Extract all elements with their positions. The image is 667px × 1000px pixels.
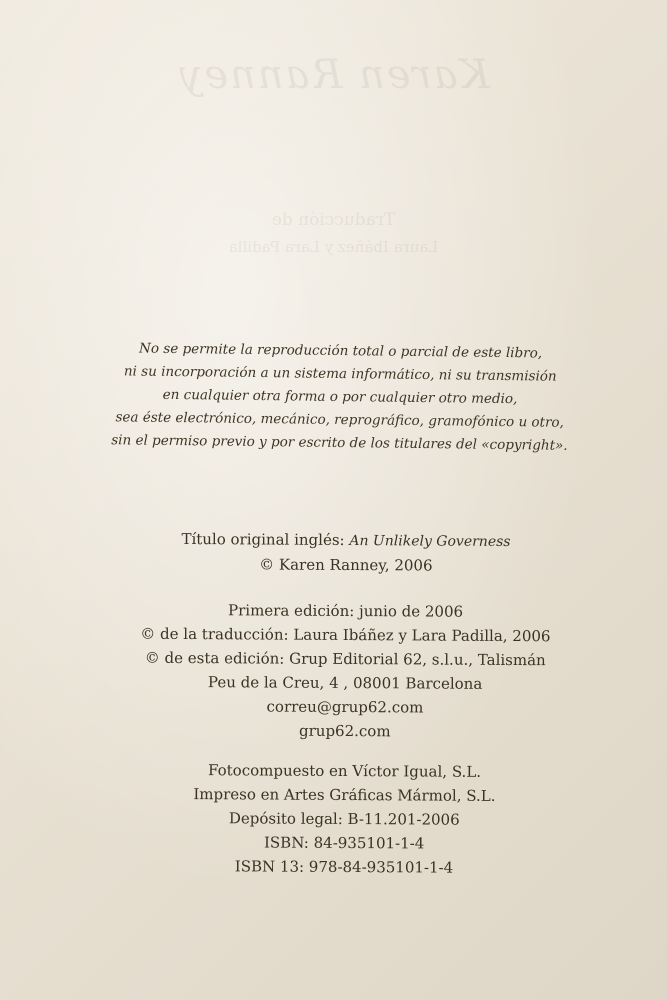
isbn: ISBN: 84-935101-1-4 [263,833,425,853]
original-title-line [61,526,631,554]
original-title: An Unlikely Governess [349,533,511,551]
isbn13: ISBN 13: 978-84-935101-1-4 [234,857,454,877]
bleed-through-translation-line: Traducción de [271,210,396,230]
copyright-notice [89,337,590,458]
original-title-label: Título original inglés: [181,529,345,549]
printing-credit: Impreso en Artes Gráficas Mármol, S.L. [193,785,496,805]
copyright-notice-line: sin el permiso previo y por escrito de los titulares del «copyright». [111,432,568,454]
bleed-through-translators-line: Laura Ibáñez y Lara Padilla [228,238,439,256]
author-copyright: © Karen Ranney, 2006 [259,555,433,575]
copyright-notice-line: ni su incorporación a un sistema informático, ni su transmisión [123,363,557,385]
typesetting-credit: Fotocompuesto en Víctor Igual, S.L. [208,761,482,781]
publisher-email: correu@grup62.com [266,697,424,717]
bleed-through-author: Karen Ranney [177,52,490,98]
credits-block [59,526,631,880]
publisher-website: grup62.com [298,721,391,741]
edition-copyright: © de esta edición: Grup Editorial 62, s.l.u., Talismán [144,648,546,670]
translation-copyright: © de la traducción: Laura Ibáñez y Lara Padilla, 2006 [140,624,551,646]
copyright-notice-line: en cualquier otra forma o por cualquier otro medio, [162,386,518,408]
legal-deposit: Depósito legal: B-11.201-2006 [228,809,460,829]
copyright-notice-line: sea éste electrónico, mecánico, reprográfico, gramofónico u otro, [115,409,565,431]
publisher-address: Peu de la Creu, 4 , 08001 Barcelona [207,673,483,693]
copyright-notice-line: No se permite la reproducción total o parcial de este libro, [138,340,543,362]
first-edition: Primera edición: junio de 2006 [227,601,464,621]
